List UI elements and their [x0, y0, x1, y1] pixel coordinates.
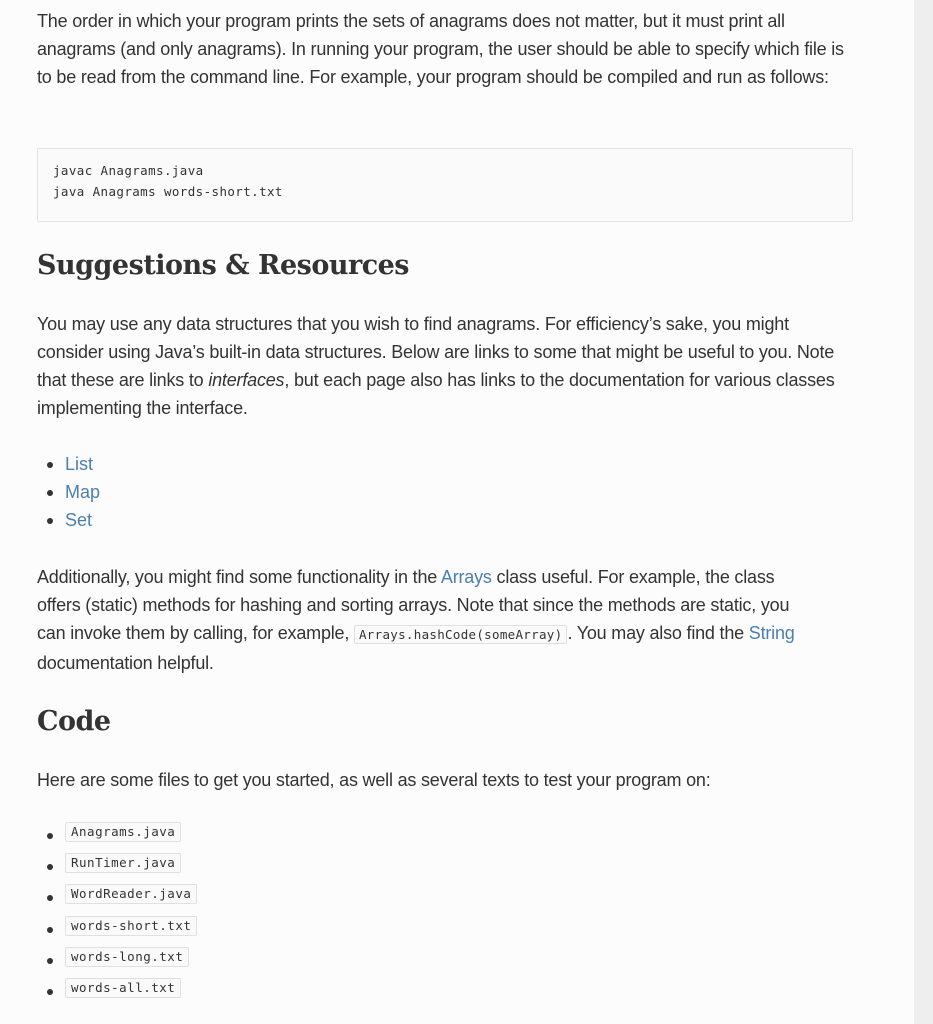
list-item	[37, 884, 197, 915]
list-item	[37, 853, 197, 884]
list-item	[37, 916, 197, 947]
code-heading: Code	[37, 706, 111, 737]
additionally-text: class useful. For example, the class	[491, 567, 775, 587]
suggestions-text: You may use any data structures that you wish to find anagrams. For efficiency’s sake, you might consider using Java’s built-in data structures. Below are links to some that might be useful to you. Note that these are links to	[37, 314, 835, 390]
interface-link-list	[37, 450, 100, 534]
additionally-text: offers (static) methods for hashing and sorting arrays. Note that since the methods are static, you	[37, 595, 790, 615]
link-map[interactable]: Map	[65, 482, 101, 502]
file-runtimer-java[interactable]: RunTimer.java	[65, 853, 181, 873]
scrollbar-track[interactable]	[914, 0, 933, 1024]
file-words-short[interactable]: words-short.txt	[65, 916, 197, 936]
suggestions-heading: Suggestions & Resources	[37, 250, 410, 281]
code-line: java Anagrams words-short.txt	[53, 184, 283, 199]
additionally-text: Additionally, you might find some functionality in the	[37, 567, 441, 587]
list-item	[37, 506, 100, 534]
file-words-long[interactable]: words-long.txt	[65, 947, 189, 967]
link-string[interactable]: String	[748, 623, 795, 643]
file-words-all[interactable]: words-all.txt	[65, 978, 181, 998]
additionally-text: . You may also find the	[567, 623, 749, 643]
additionally-text: can invoke them by calling, for example,	[37, 623, 354, 643]
suggestions-paragraph	[37, 310, 853, 422]
code-intro-paragraph: Here are some files to get you started, as well as several texts to test your program on:	[37, 770, 711, 790]
additionally-text: documentation helpful.	[37, 653, 214, 673]
command-code-block	[37, 148, 853, 222]
code-line: javac Anagrams.java	[53, 163, 204, 178]
file-wordreader-java[interactable]: WordReader.java	[65, 884, 197, 904]
link-arrays[interactable]: Arrays	[440, 567, 492, 587]
list-item	[37, 978, 197, 1009]
list-item	[37, 478, 100, 506]
intro-paragraph: The order in which your program prints the sets of anagrams does not matter, but it must print all anagrams (and only anagrams). In running your program, the user should be able to specify which file is to be read from the command line. For example, your program should be compiled and run as follows:	[37, 11, 844, 87]
list-item	[37, 450, 100, 478]
interfaces-emphasis: interfaces	[208, 370, 285, 390]
file-anagrams-java[interactable]: Anagrams.java	[65, 822, 181, 842]
suggestions-text-end: , but each page also has links to the documentation for various classes implementing the interface.	[37, 370, 835, 418]
list-item	[37, 822, 197, 853]
link-list[interactable]: List	[65, 454, 94, 474]
additionally-paragraph	[37, 563, 853, 677]
list-item	[37, 947, 197, 978]
hashcode-inline-code: Arrays.hashCode(someArray)	[354, 625, 567, 644]
file-list	[37, 822, 197, 1009]
link-set[interactable]: Set	[65, 510, 93, 530]
